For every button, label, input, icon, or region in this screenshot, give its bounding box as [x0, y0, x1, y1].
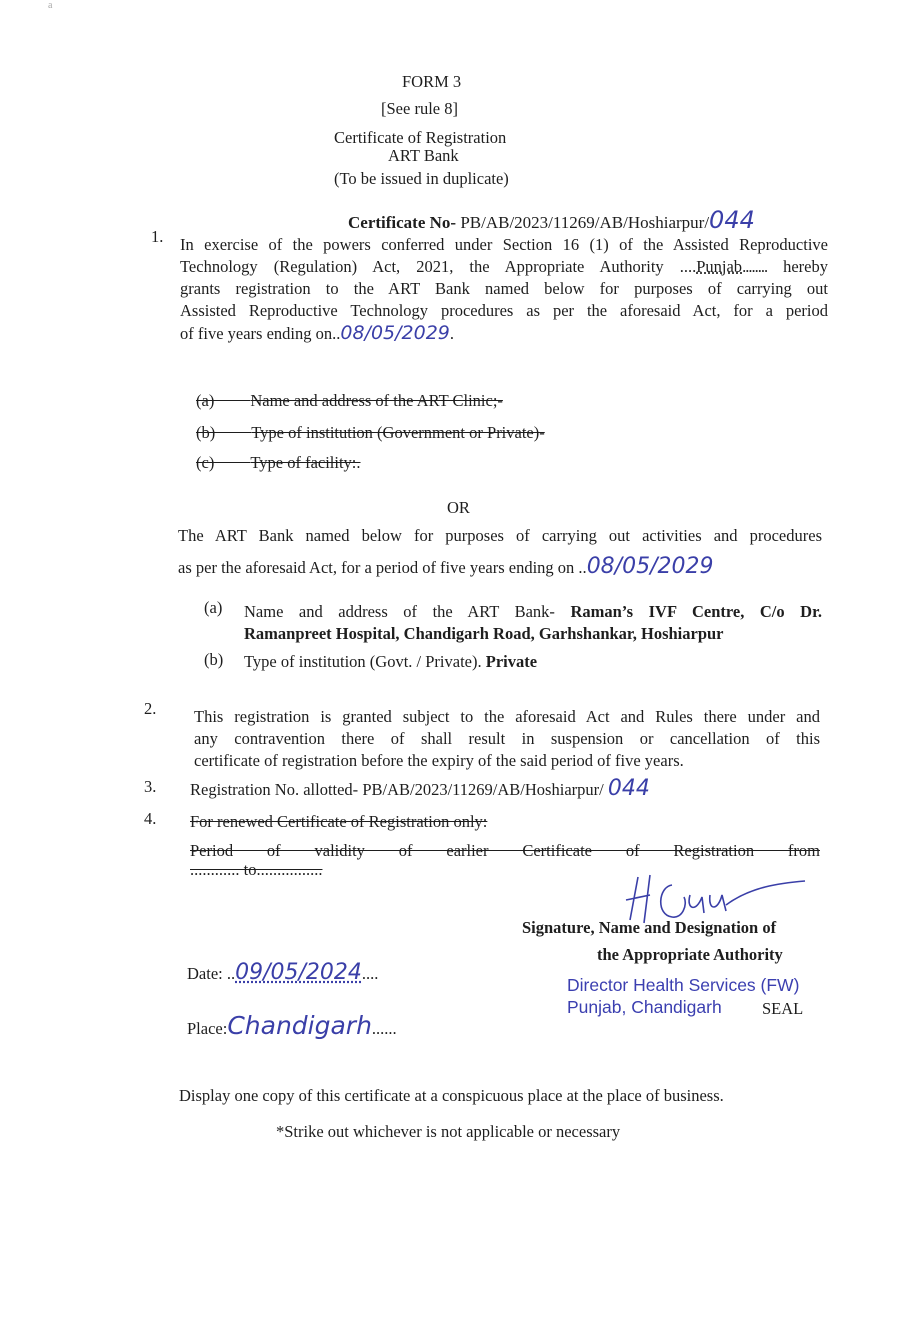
bank-item-a: Name and address of the ART Bank- Raman’s IVF Centre, C/o Dr. Ramanpreet Hospital, Chandigarh Road, Garhshankar, Hoshiarpur: [244, 602, 823, 643]
strike-out-note: *Strike out whichever is not applicable or necessary: [276, 1122, 621, 1141]
para3-number: 3.: [144, 777, 157, 796]
form-number: FORM 3: [402, 72, 462, 91]
certificate-title: Certificate of Registration: [334, 128, 507, 147]
bank-item-b-marker: (b): [204, 650, 224, 669]
para1-line: In exercise of the powers conferred under Section 16 (1) of the Assisted Reproductive: [180, 235, 828, 254]
para4-number: 4.: [144, 809, 157, 828]
certificate-number-label: Certificate No-: [348, 213, 457, 232]
registration-number-handwritten: 044: [607, 776, 650, 801]
clinic-item-a: (a) Name and address of the ART Clinic;-: [196, 391, 503, 410]
para2-text: This registration is granted subject to the aforesaid Act and Rules there under and any contravention there of shall result in suspension or cancellation of this certificate of registration before the expiry of the said period of five years.: [194, 707, 820, 770]
clinic-item-b: (b) Type of institution (Government or Private)-: [196, 423, 545, 442]
registration-number-line: Registration No. allotted- PB/AB/2023/11269/AB/Hoshiarpur/ 044: [190, 776, 650, 801]
bank-item-b: Type of institution (Govt. / Private). Private: [244, 652, 538, 671]
para2-number: 2.: [144, 699, 157, 718]
authority-stamp-line1: Director Health Services (FW): [567, 975, 800, 995]
seal-label: SEAL: [762, 999, 804, 1018]
authority-stamp-line2: Punjab, Chandigarh: [567, 997, 722, 1017]
bank-end-date-handwritten: 08/05/2029: [586, 554, 714, 579]
renewed-heading: For renewed Certificate of Registration only:: [190, 812, 488, 831]
rule-reference: [See rule 8]: [381, 99, 458, 118]
bank-para-line2: as per the aforesaid Act, for a period of five years ending on ..08/05/2029: [178, 554, 714, 579]
institution-type: Private: [485, 652, 538, 671]
certificate-subtitle: ART Bank: [388, 146, 459, 165]
end-date-handwritten: 08/05/2029: [340, 322, 450, 344]
duplicate-note: (To be issued in duplicate): [334, 169, 509, 188]
place-line: Place:Chandigarh......: [187, 1011, 397, 1040]
para1-line: Technology (Regulation) Act, 2021, the Appropriate Authority ....Punjab........ hereby: [180, 257, 829, 276]
bank-item-a-marker: (a): [204, 598, 223, 617]
para1-line: of five years ending on..08/05/2029.: [180, 322, 455, 344]
validity-period-line: Period of validity of earlier Certificate of Registration from: [190, 841, 820, 860]
or-divider: OR: [447, 498, 470, 517]
clinic-item-c: (c) Type of facility:.: [196, 453, 361, 472]
para1-text: [180, 234, 828, 345]
bank-para-line1: The ART Bank named below for purposes of carrying out activities and procedures: [178, 526, 822, 545]
bank-address: Ramanpreet Hospital, Chandigarh Road, Garhshankar, Hoshiarpur: [244, 624, 724, 643]
certificate-number-handwritten: 044: [709, 206, 755, 234]
certificate-number: PB/AB/2023/11269/AB/Hoshiarpur/: [460, 213, 710, 232]
para1-line: Assisted Reproductive Technology procedures as per the aforesaid Act, for a period: [180, 301, 828, 320]
bank-name: Raman’s IVF Centre, C/o Dr.: [570, 602, 823, 621]
validity-dates-line: ............ to................: [190, 860, 323, 879]
corner-mark: a: [48, 0, 53, 11]
para1-line: grants registration to the ART Bank named below for purposes of carrying out: [180, 279, 828, 298]
signature-caption: Signature, Name and Designation of: [522, 918, 777, 937]
para1-number: 1.: [151, 227, 164, 246]
display-instruction: Display one copy of this certificate at a conspicuous place at the place of business.: [179, 1086, 724, 1105]
certificate-number-line: [348, 206, 755, 234]
place-handwritten: Chandigarh: [227, 1011, 372, 1040]
date-handwritten: 09/05/2024: [235, 960, 362, 985]
date-line: Date: ..09/05/2024....: [187, 960, 379, 985]
authority-caption: the Appropriate Authority: [597, 945, 783, 964]
registration-number: PB/AB/2023/11269/AB/Hoshiarpur/: [362, 780, 604, 799]
